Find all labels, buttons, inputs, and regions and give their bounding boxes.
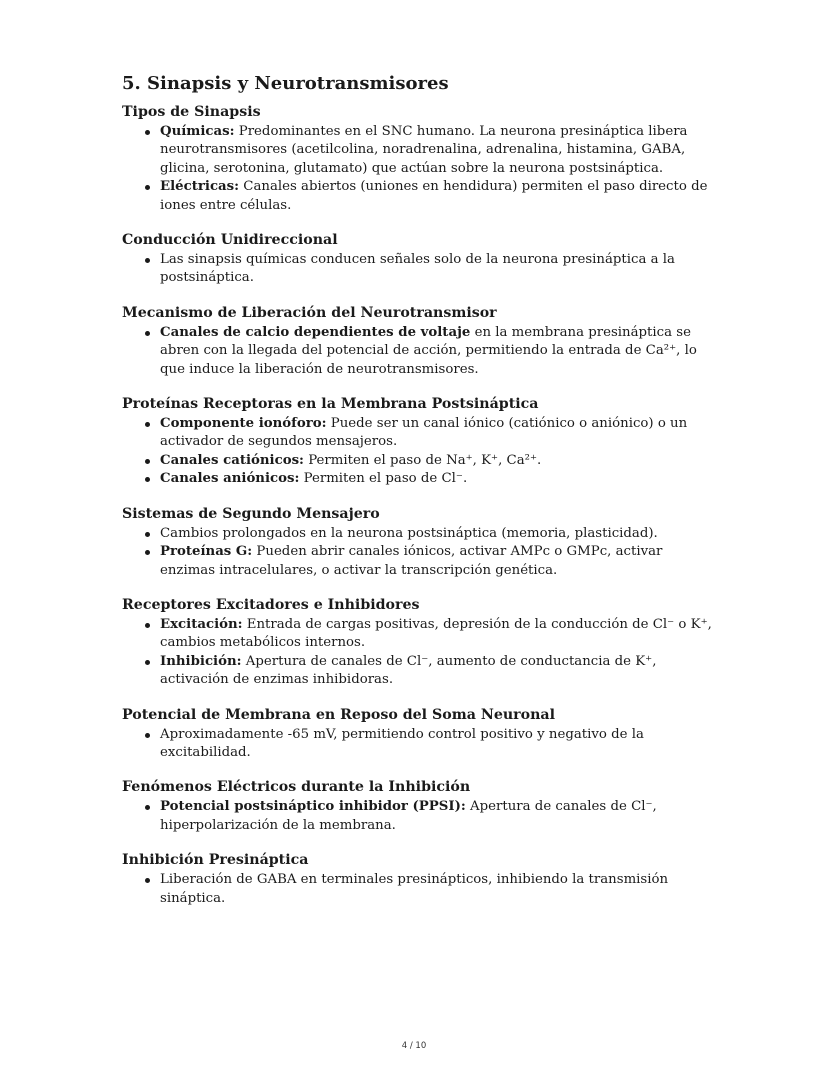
bullet-list bbox=[122, 415, 712, 489]
subsection bbox=[122, 705, 712, 763]
bullet-list bbox=[122, 616, 712, 690]
list-item bbox=[160, 452, 712, 470]
list-item-text: Apertura de canales de Cl⁻, hiperpolarización de la membrana. bbox=[160, 799, 657, 833]
subsections-container bbox=[122, 102, 712, 908]
subsection-title: Mecanismo de Liberación del Neurotransmisor bbox=[122, 304, 497, 321]
subsection bbox=[122, 850, 712, 908]
list-item-text: Apertura de canales de Cl⁻, aumento de conductancia de K⁺, activación de enzimas inhibidoras. bbox=[160, 653, 657, 688]
document-page bbox=[122, 72, 712, 923]
bullet-list bbox=[122, 798, 712, 835]
list-item-text: Permiten el paso de Cl⁻. bbox=[299, 471, 468, 487]
list-item bbox=[160, 871, 712, 908]
list-item bbox=[160, 543, 712, 580]
list-item-text: Canales abiertos (uniones en hendidura) permiten el paso directo de iones entre células. bbox=[160, 179, 708, 213]
list-item-text: Entrada de cargas positivas, depresión de la conducción de Cl⁻ o K⁺, cambios metabólicos internos. bbox=[160, 616, 712, 651]
list-item bbox=[160, 798, 712, 835]
list-item-term: Canales aniónicos: bbox=[160, 471, 300, 487]
bullet-list bbox=[122, 525, 712, 580]
subsection-title: Fenómenos Eléctricos durante la Inhibición bbox=[122, 779, 471, 796]
list-item-term: Canales de calcio dependientes de voltaje bbox=[160, 324, 471, 340]
list-item-text: Aproximadamente -65 mV, permitiendo control positivo y negativo de la excitabilidad. bbox=[160, 726, 644, 760]
subsection bbox=[122, 595, 712, 690]
list-item-text: Las sinapsis químicas conducen señales solo de la neurona presináptica a la postsináptica. bbox=[160, 252, 675, 286]
subsection-title: Inhibición Presináptica bbox=[122, 852, 309, 869]
list-item bbox=[160, 123, 712, 178]
subsection-title: Potencial de Membrana en Reposo del Soma Neuronal bbox=[122, 706, 556, 723]
list-item-term: Componente ionóforo: bbox=[160, 416, 327, 432]
list-item bbox=[160, 470, 712, 488]
list-item bbox=[160, 251, 712, 288]
subsection bbox=[122, 777, 712, 835]
list-item bbox=[160, 653, 712, 690]
list-item-text: Permiten el paso de Na⁺, K⁺, Ca²⁺. bbox=[303, 452, 542, 468]
list-item bbox=[160, 525, 712, 543]
list-item-term: Químicas: bbox=[160, 124, 235, 139]
list-item-term: Canales catiónicos: bbox=[160, 452, 304, 468]
subsection bbox=[122, 504, 712, 580]
list-item bbox=[160, 616, 712, 653]
list-item-text: en la membrana presináptica se abren con la llegada del potencial de acción, permitiendo la entrada de Ca²⁺, lo que induce la liberación de neurotransmisores. bbox=[160, 324, 697, 377]
list-item-text: Liberación de GABA en terminales presinápticos, inhibiendo la transmisión sináptica. bbox=[160, 872, 669, 906]
bullet-list bbox=[122, 123, 712, 215]
subsection bbox=[122, 230, 712, 288]
bullet-list bbox=[122, 726, 712, 763]
page-number: 4 / 10 bbox=[401, 1041, 427, 1051]
list-item-term: Inhibición: bbox=[160, 653, 242, 669]
list-item-text: Cambios prolongados en la neurona postsináptica (memoria, plasticidad). bbox=[160, 525, 658, 541]
list-item-term: Excitación: bbox=[160, 616, 243, 632]
list-item-term: Potencial postsináptico inhibidor (PPSI): bbox=[160, 799, 466, 815]
list-item-term: Eléctricas: bbox=[160, 179, 240, 195]
subsection-title: Sistemas de Segundo Mensajero bbox=[122, 505, 380, 522]
list-item-text: Pueden abrir canales iónicos, activar AMPc o GMPc, activar enzimas intracelulares, o activar la transcripción genética. bbox=[160, 544, 663, 578]
bullet-list bbox=[122, 324, 712, 379]
section-title: 5. Sinapsis y Neurotransmisores bbox=[122, 73, 449, 94]
list-item bbox=[160, 415, 712, 452]
list-item bbox=[160, 178, 712, 215]
list-item-text: Predominantes en el SNC humano. La neurona presináptica libera neurotransmisores (acetilcolina, noradrenalina, adrenalina, histamina, GABA, glicina, serotonina, glutamato) que actúan sobre la neurona postsináptica. bbox=[160, 124, 688, 176]
list-item-term: Proteínas G: bbox=[160, 544, 253, 560]
subsection-title: Receptores Excitadores e Inhibidores bbox=[122, 596, 420, 613]
subsection bbox=[122, 303, 712, 379]
subsection bbox=[122, 394, 712, 489]
list-item bbox=[160, 324, 712, 379]
bullet-list bbox=[122, 871, 712, 908]
list-item-text: Puede ser un canal iónico (catiónico o aniónico) o un activador de segundos mensajeros. bbox=[160, 416, 688, 450]
bullet-list bbox=[122, 251, 712, 288]
subsection-title: Proteínas Receptoras en la Membrana Postsináptica bbox=[122, 396, 539, 413]
subsection-title: Tipos de Sinapsis bbox=[122, 104, 261, 120]
list-item bbox=[160, 726, 712, 763]
subsection bbox=[122, 102, 712, 215]
subsection-title: Conducción Unidireccional bbox=[122, 232, 338, 249]
